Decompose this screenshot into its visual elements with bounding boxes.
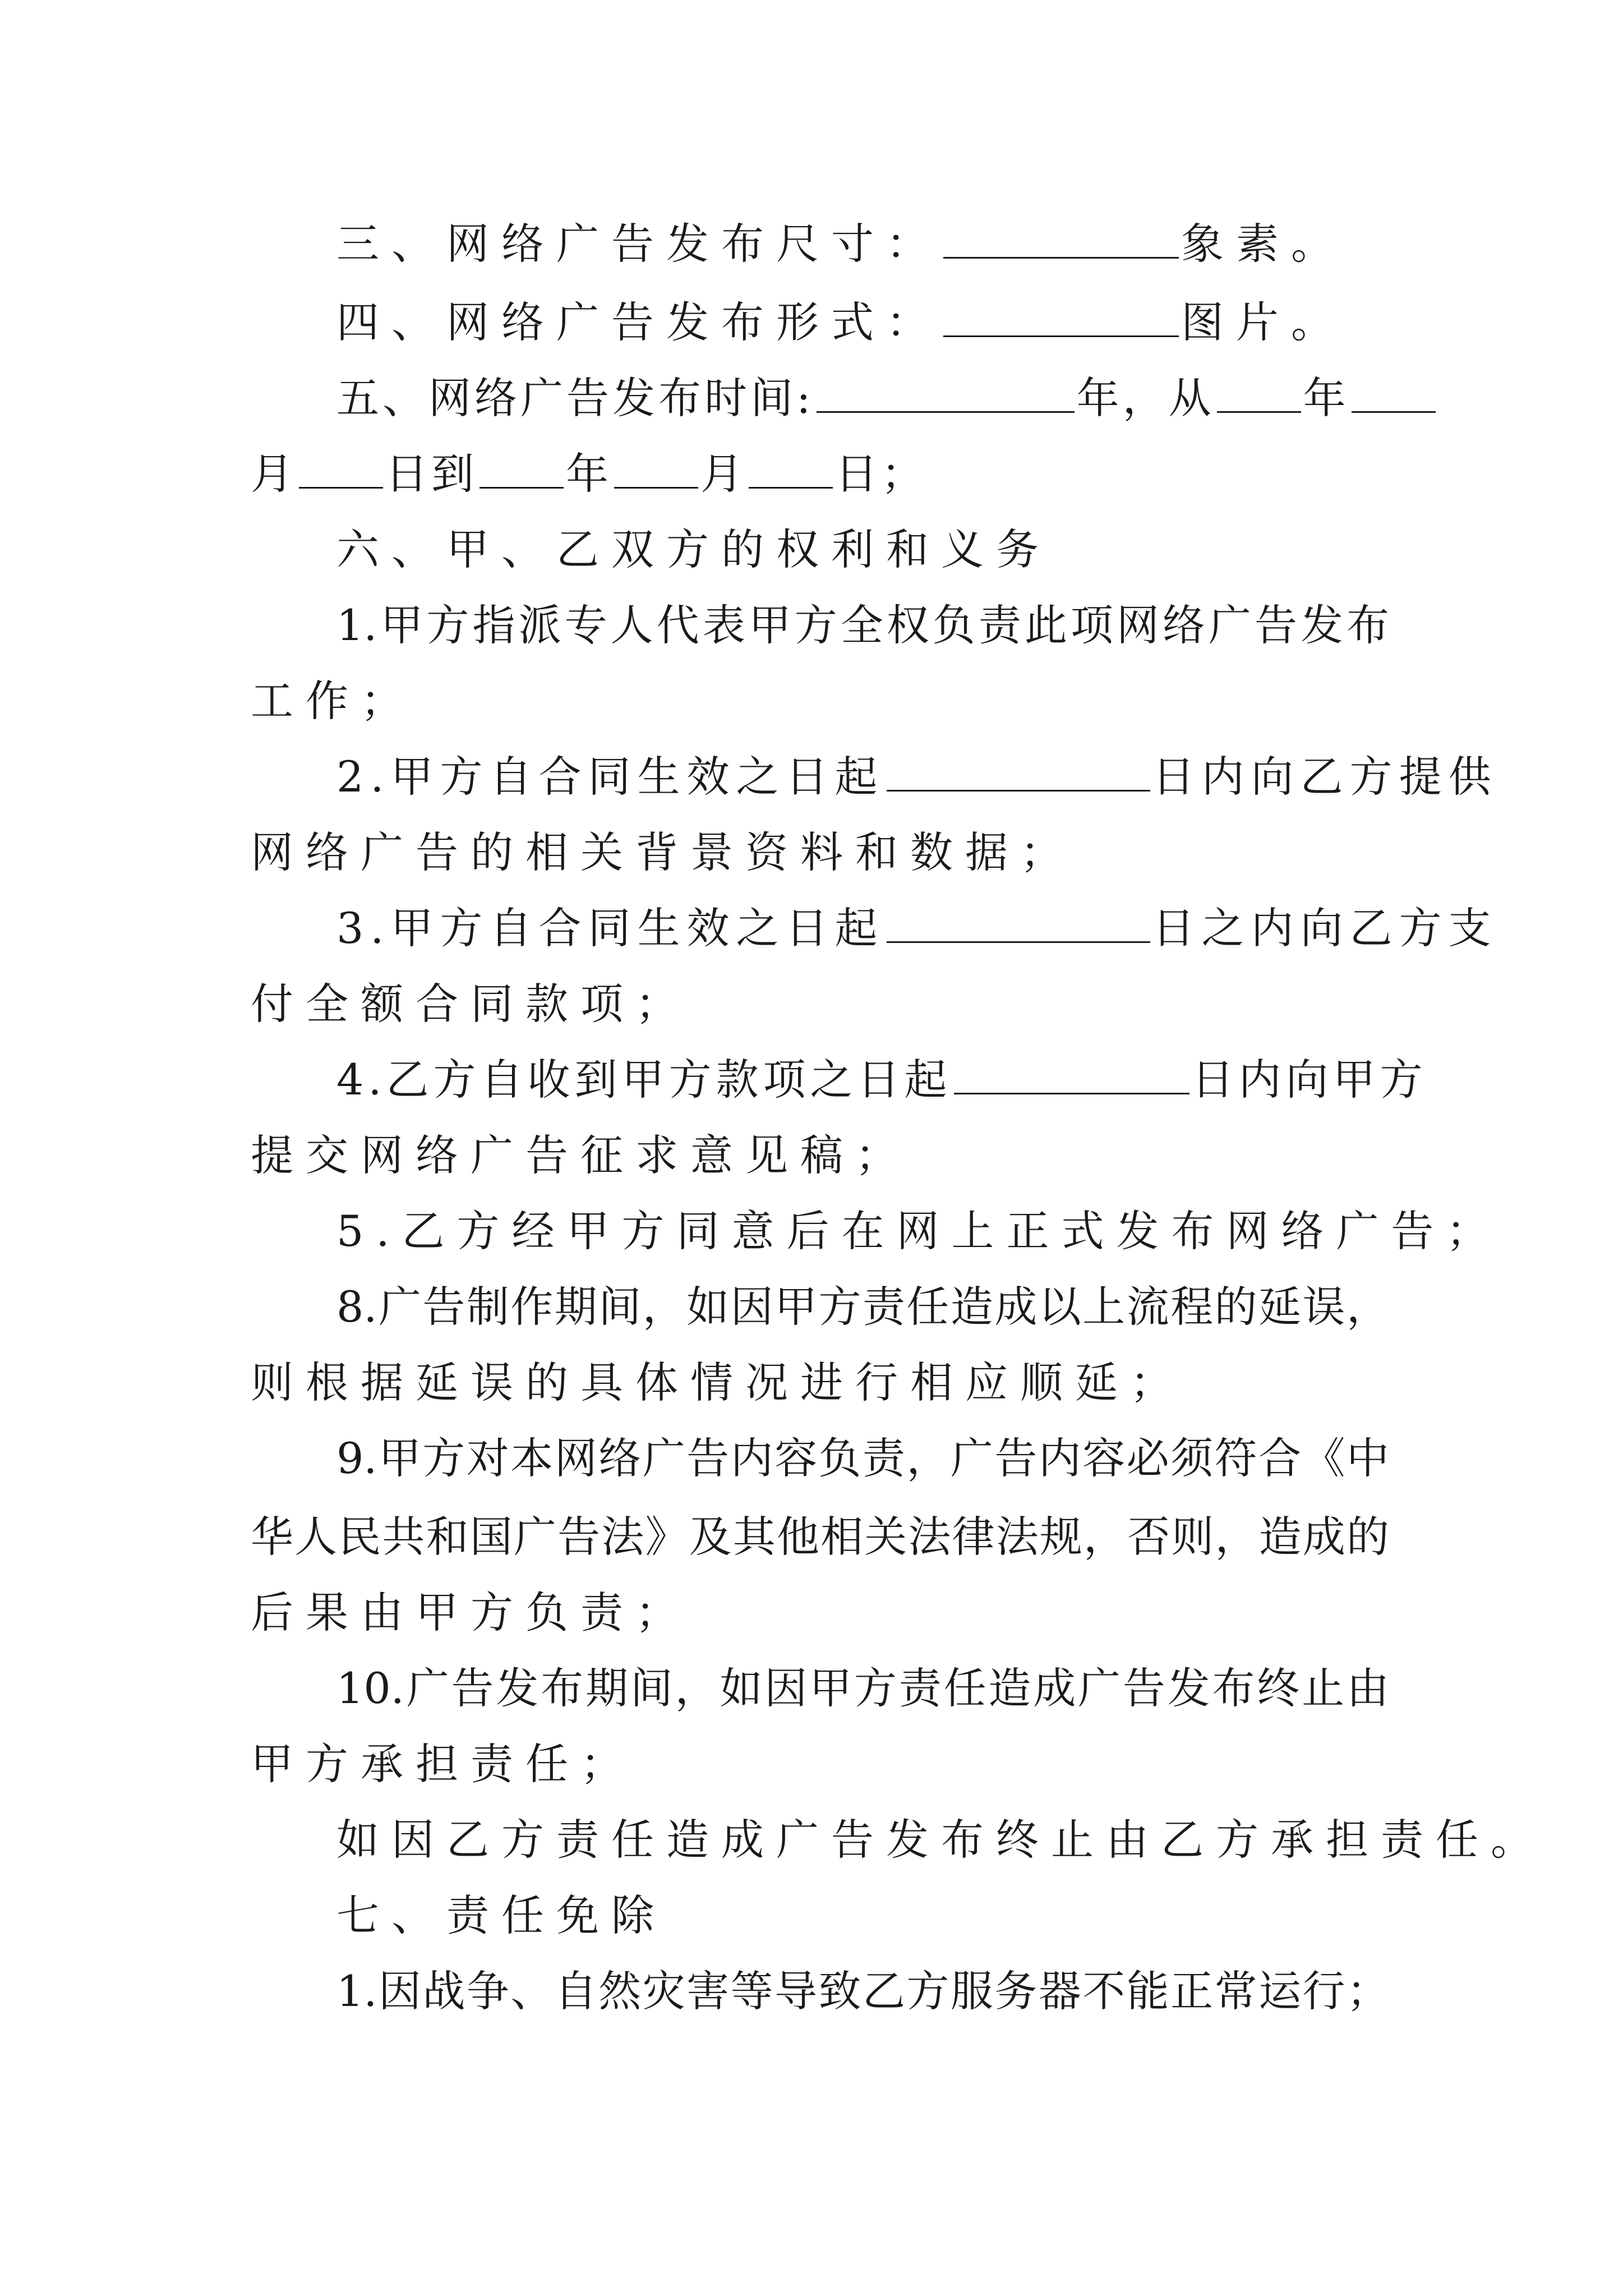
clause-text: 五、网络广告发布时间: — [336, 373, 814, 423]
clause-text: 日内向甲方 — [1191, 1055, 1427, 1105]
section-heading: 六、甲、乙双方的权利和义务 — [336, 524, 1051, 574]
blank-field[interactable] — [817, 372, 1075, 413]
paragraph-line: 9.甲方对本网络广告内容负责，广告内容必须符合《中 — [336, 1433, 1389, 1483]
paragraph-line: 5.乙方经甲方同意后在网上正式发布网络广告； — [336, 1206, 1501, 1256]
clause-text: 年 — [566, 449, 612, 499]
clause-text: 4.乙方自收到甲方款项之日起 — [336, 1055, 952, 1105]
clause-text: 日到 — [385, 449, 477, 499]
paragraph-line: 则根据延误的具体情况进行相应顺延； — [251, 1358, 1185, 1407]
paragraph-line: 如因乙方责任造成广告发布终止由乙方承担责任。 — [336, 1815, 1546, 1865]
clause-text: 年，从 — [1076, 373, 1215, 423]
clause-ad-time — [336, 370, 1389, 426]
clause-text: 日之内向乙方支 — [1152, 903, 1498, 953]
clause-text: 2.甲方自合同生效之日起 — [336, 752, 884, 802]
paragraph-line: 后果由甲方负责； — [251, 1588, 690, 1637]
clause-text: 月 — [700, 449, 746, 499]
blank-field[interactable] — [1352, 372, 1436, 413]
blank-field[interactable] — [887, 751, 1150, 792]
paragraph-line: 付全额合同款项； — [251, 979, 690, 1029]
clause-ad-time-cont — [251, 446, 1389, 502]
clause-text: 日内向乙方提供 — [1152, 752, 1498, 802]
paragraph-line: 甲方承担责任； — [251, 1739, 635, 1789]
clause-text: 年 — [1303, 373, 1349, 423]
paragraph-line: 华人民共和国广告法》及其他相关法律法规，否则，造成的 — [251, 1512, 1389, 1562]
paragraph-line: 8.广告制作期间，如因甲方责任造成以上流程的延误， — [336, 1282, 1389, 1332]
blank-field[interactable] — [479, 448, 564, 489]
blank-field[interactable] — [299, 448, 383, 489]
paragraph-line: 10.广告发布期间，如因甲方责任造成广告发布终止由 — [336, 1663, 1389, 1713]
blank-field[interactable] — [614, 448, 698, 489]
paragraph-line: 1.因战争、自然灾害等导致乙方服务器不能正常运行； — [336, 1966, 1389, 2016]
blank-field[interactable] — [1217, 372, 1301, 413]
paragraph-line: 提交网络广告征求意见稿； — [251, 1130, 910, 1180]
blank-field[interactable] — [943, 296, 1179, 337]
paragraph-line: 工作； — [251, 676, 416, 726]
clause-text: 日； — [835, 449, 927, 499]
clause-ad-format — [336, 295, 1389, 351]
clause-materials — [336, 749, 1498, 805]
clause-text: 三、网络广告发布尺寸： — [336, 219, 941, 269]
paragraph-line: 1.甲方指派专人代表甲方全权负责此项网络广告发布 — [336, 600, 1389, 650]
section-heading: 七、责任免除 — [336, 1890, 666, 1940]
clause-text: 象素。 — [1181, 219, 1346, 269]
blank-field[interactable] — [954, 1053, 1189, 1094]
clause-text: 图片。 — [1181, 297, 1346, 347]
clause-text: 四、网络广告发布形式： — [336, 297, 941, 347]
clause-text: 月 — [251, 449, 297, 499]
clause-draft — [336, 1052, 1427, 1108]
blank-field[interactable] — [887, 902, 1150, 943]
clause-text: 3.甲方自合同生效之日起 — [336, 903, 884, 953]
blank-field[interactable] — [749, 448, 833, 489]
clause-payment — [336, 900, 1498, 956]
paragraph-line: 网络广告的相关背景资料和数据； — [251, 827, 1075, 877]
clause-ad-size — [336, 216, 1389, 272]
blank-field[interactable] — [943, 218, 1179, 259]
